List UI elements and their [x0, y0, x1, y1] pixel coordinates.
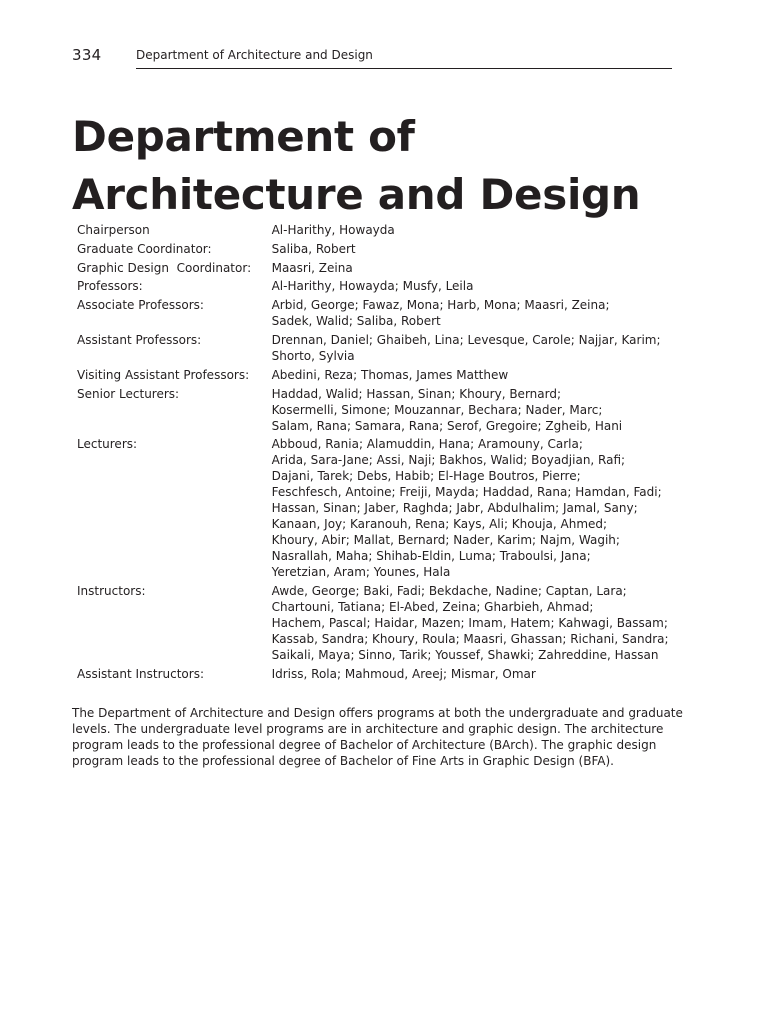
page-number: 334: [72, 46, 102, 64]
intro-line: program leads to the professional degree of Bachelor of Fine Arts in Graphic Design (BFA).: [72, 754, 614, 768]
faculty-names-line: Saikali, Maya; Sinno, Tarik; Youssef, Shawki; Zahreddine, Hassan: [271, 648, 659, 663]
faculty-names-line: Arbid, George; Fawaz, Mona; Harb, Mona; Maasri, Zeina;: [271, 298, 610, 313]
page-title-line-1: Department of: [72, 112, 415, 161]
faculty-names-line: Abedini, Reza; Thomas, James Matthew: [271, 367, 509, 382]
faculty-names-line: Maasri, Zeina: [271, 260, 353, 275]
faculty-row-assistant-instructors: [77, 666, 677, 685]
faculty-names-line: Haddad, Walid; Hassan, Sinan; Khoury, Bernard;: [271, 386, 562, 401]
faculty-names-line: Kosermelli, Simone; Mouzannar, Bechara; Nader, Marc;: [271, 402, 603, 417]
faculty-names: [272, 222, 677, 241]
faculty-names-line: Al-Harithy, Howayda: [271, 223, 395, 237]
faculty-list: [77, 222, 677, 685]
faculty-names-line: Al-Harithy, Howayda; Musfy, Leila: [271, 279, 474, 294]
faculty-names-line: Chartouni, Tatiana; El-Abed, Zeina; Gharbieh, Ahmad;: [271, 600, 594, 615]
faculty-role: Instructors:: [77, 584, 146, 599]
page-title: [72, 108, 640, 224]
faculty-names: [272, 332, 677, 367]
faculty-row-graduate-coordinator: [77, 241, 677, 260]
faculty-names: [272, 278, 677, 297]
faculty-role: Senior Lecturers:: [77, 386, 180, 401]
faculty-names: [272, 260, 677, 279]
faculty-names-line: Feschfesch, Antoine; Freiji, Mayda; Haddad, Rana; Hamdan, Fadi;: [271, 485, 662, 500]
faculty-names: [272, 386, 677, 437]
faculty-role: Visiting Assistant Professors:: [77, 367, 250, 382]
faculty-names-line: Drennan, Daniel; Ghaibeh, Lina; Levesque, Carole; Najjar, Karim;: [271, 332, 661, 347]
faculty-row-instructors: [77, 583, 677, 666]
faculty-row-lecturers: [77, 436, 677, 583]
faculty-names: [272, 297, 677, 332]
faculty-names: [272, 436, 677, 583]
intro-line: program leads to the professional degree of Bachelor of Architecture (BArch). The graphic design: [72, 738, 657, 752]
faculty-names-line: Khoury, Abir; Mallat, Bernard; Nader, Karim; Najm, Wagih;: [271, 533, 620, 548]
faculty-row-senior-lecturers: [77, 386, 677, 437]
intro-paragraph: [72, 705, 682, 769]
faculty-names-line: Salam, Rana; Samara, Rana; Serof, Gregoire; Zgheib, Hani: [271, 418, 623, 433]
faculty-names-line: Abboud, Rania; Alamuddin, Hana; Aramouny, Carla;: [271, 437, 583, 452]
faculty-names: [272, 666, 677, 685]
faculty-names-line: Saliba, Robert: [271, 241, 356, 256]
faculty-role: Graduate Coordinator:: [77, 241, 212, 256]
faculty-row-chairperson: [77, 222, 677, 241]
faculty-row-visiting-assistant-professors: [77, 367, 677, 386]
faculty-role: Assistant Instructors:: [77, 666, 204, 681]
faculty-names-line: Sadek, Walid; Saliba, Robert: [271, 314, 441, 329]
faculty-role: Professors:: [77, 279, 143, 294]
faculty-names-line: Yeretzian, Aram; Younes, Hala: [271, 565, 451, 580]
faculty-row-assistant-professors: [77, 332, 677, 367]
faculty-role: Associate Professors:: [77, 298, 204, 313]
faculty-names: [272, 241, 677, 260]
header-divider: [136, 68, 672, 69]
faculty-names: [272, 367, 677, 386]
faculty-row-associate-professors: [77, 297, 677, 332]
faculty-role: Lecturers:: [77, 437, 138, 452]
faculty-names-line: Kassab, Sandra; Khoury, Roula; Maasri, Ghassan; Richani, Sandra;: [271, 632, 669, 647]
faculty-row-professors: [77, 278, 677, 297]
faculty-names-line: Shorto, Sylvia: [271, 348, 355, 363]
faculty-row-graphic-design-coordinator: [77, 260, 677, 279]
intro-line: levels. The undergraduate level programs are in architecture and graphic design. The architecture: [72, 722, 664, 736]
faculty-names-line: Awde, George; Baki, Fadi; Bekdache, Nadine; Captan, Lara;: [271, 584, 627, 599]
page-title-line-2: Architecture and Design: [72, 170, 641, 219]
faculty-names-line: Idriss, Rola; Mahmoud, Areej; Mismar, Omar: [271, 666, 536, 681]
faculty-names-line: Hassan, Sinan; Jaber, Raghda; Jabr, Abdulhalim; Jamal, Sany;: [271, 501, 638, 516]
faculty-names-line: Dajani, Tarek; Debs, Habib; El-Hage Boutros, Pierre;: [271, 469, 581, 484]
faculty-role: Assistant Professors:: [77, 332, 202, 347]
running-header-title: Department of Architecture and Design: [136, 48, 373, 62]
faculty-names: [272, 583, 677, 666]
faculty-role: Chairperson: [77, 223, 150, 237]
faculty-names-line: Hachem, Pascal; Haidar, Mazen; Imam, Hatem; Kahwagi, Bassam;: [271, 616, 668, 631]
faculty-role: Graphic Design Coordinator:: [77, 260, 252, 275]
intro-line: The Department of Architecture and Design offers programs at both the undergraduate and graduate: [72, 706, 683, 720]
faculty-names-line: Nasrallah, Maha; Shihab-Eldin, Luma; Traboulsi, Jana;: [271, 549, 591, 564]
faculty-names-line: Kanaan, Joy; Karanouh, Rena; Kays, Ali; Khouja, Ahmed;: [271, 517, 608, 532]
faculty-names-line: Arida, Sara-Jane; Assi, Naji; Bakhos, Walid; Boyadjian, Rafi;: [271, 453, 626, 468]
